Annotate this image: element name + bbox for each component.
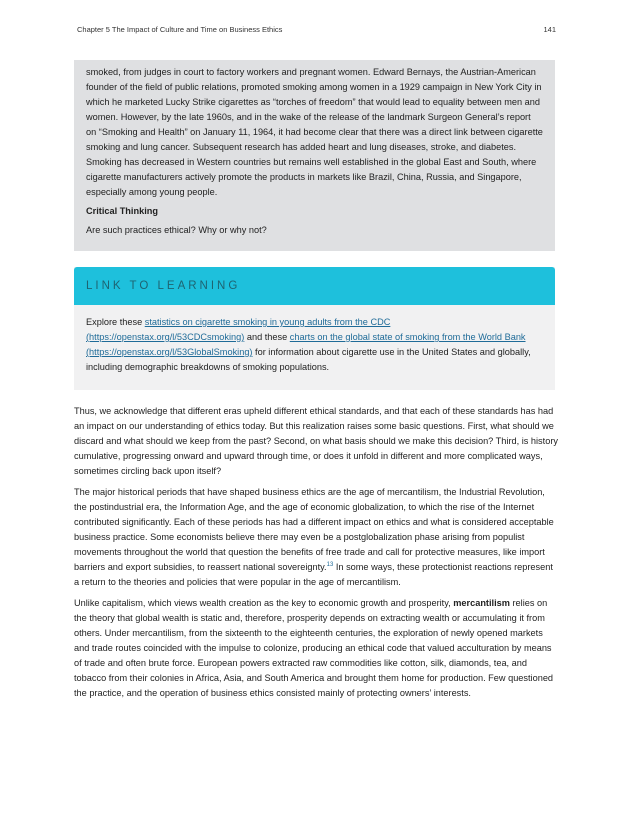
critical-thinking-question: Are such practices ethical? Why or why not? <box>86 225 267 235</box>
critical-thinking-heading: Critical Thinking <box>86 206 158 216</box>
body-paragraph-2 <box>74 485 558 590</box>
main-text <box>74 404 558 707</box>
link-to-learning-title: LINK TO LEARNING <box>74 267 555 305</box>
ltl-text-middle: and these <box>244 332 290 342</box>
cdc-smoking-link[interactable]: statistics on cigarette smoking in young adults from the CDC (https://openstax.org/l/53CDCsmoking) <box>86 317 391 342</box>
body-paragraph-1: Thus, we acknowledge that different eras upheld different ethical standards, and that each of these standards has had an impact on our understanding of ethics today. But this realization raises some basic questions. First, what should we discard and what should we keep from the past? Second, on what basis should we make this decision? Third, is history cumulative, progressing onward and upward through time, or does it unfold in different and more complicated ways, sometimes circling back upon itself? <box>74 406 558 476</box>
chapter-title: Chapter 5 The Impact of Culture and Time on Business Ethics <box>77 25 283 34</box>
key-term-mercantilism: mercantilism <box>453 598 510 608</box>
case-paragraph: smoked, from judges in court to factory workers and pregnant women. Edward Bernays, the Austrian-American founder of the field of public relations, promoted smoking among women in a 1929 campaign in New York City in which he marketed Lucky Strike cigarettes as “torches of freedom” that would lead to equality between men and women. However, by the late 1960s, and in the wake of the release of the landmark Surgeon General’s report on “Smoking and Health” on January 11, 1964, it had become clear that there was a direct link between cigarette smoking and lung cancer. Subsequent research has added heart and lung diseases, stroke, and diabetes. Smoking has decreased in Western countries but remains well established in the global East and South, where cigarette manufacturers actively promote the products in markets like Brazil, China, Russia, and Singapore, especially among young people. <box>86 67 543 197</box>
p2-text-before: The major historical periods that have shaped business ethics are the age of mercantilism, the Industrial Revolution, the postindustrial era, the Information Age, and the age of economic globalization, to which the rise of the Internet contributed significantly. Each of these periods has had a different impact on ethics and what is considered acceptable business practice. Some economists believe there may even be a postglobalization phase arising from populist movements throughout the world that question the benefits of free trade and call for protective measures, like import barriers and export subsidies, to reassert national sovereignty. <box>74 487 554 572</box>
ltl-text-after: for information about cigarette use in the United States and globally, including demographic breakdowns of smoking populations. <box>86 347 531 372</box>
world-bank-smoking-link[interactable]: charts on the global state of smoking from the World Bank (https://openstax.org/l/53GlobalSmoking) <box>86 332 526 357</box>
link-to-learning-box <box>74 267 555 390</box>
p2-text-after: In some ways, these protectionist reactions represent a return to the theories and policies that were popular in the age of mercantilism. <box>74 562 553 587</box>
p3-text-after: relies on the theory that global wealth is static and, therefore, prosperity depends on extracting wealth or accumulating it from others. Under mercantilism, from the sixteenth to the eighteenth centuries, the exploration of newly opened markets and trade routes coincided with the impulse to colonize, producing an ethical code that valued acculturation by means of trade and often brute force. European powers extracted raw commodities like cotton, silk, diamonds, tea, and tobacco from their colonies in Africa, Asia, and South America and brought them home for production. Few questioned the practice, and the operation of business ethics consisted mainly of protecting owners’ interests. <box>74 598 554 698</box>
page-number: 141 <box>543 25 556 34</box>
case-study-box <box>74 60 555 251</box>
link-to-learning-text <box>86 315 543 375</box>
p3-text-before: Unlike capitalism, which views wealth creation as the key to economic growth and prosperity, <box>74 598 454 608</box>
body-paragraph-3 <box>74 596 558 701</box>
footnote-13[interactable]: 13 <box>326 561 334 568</box>
ltl-text-before: Explore these <box>86 317 145 327</box>
running-header <box>77 25 556 34</box>
